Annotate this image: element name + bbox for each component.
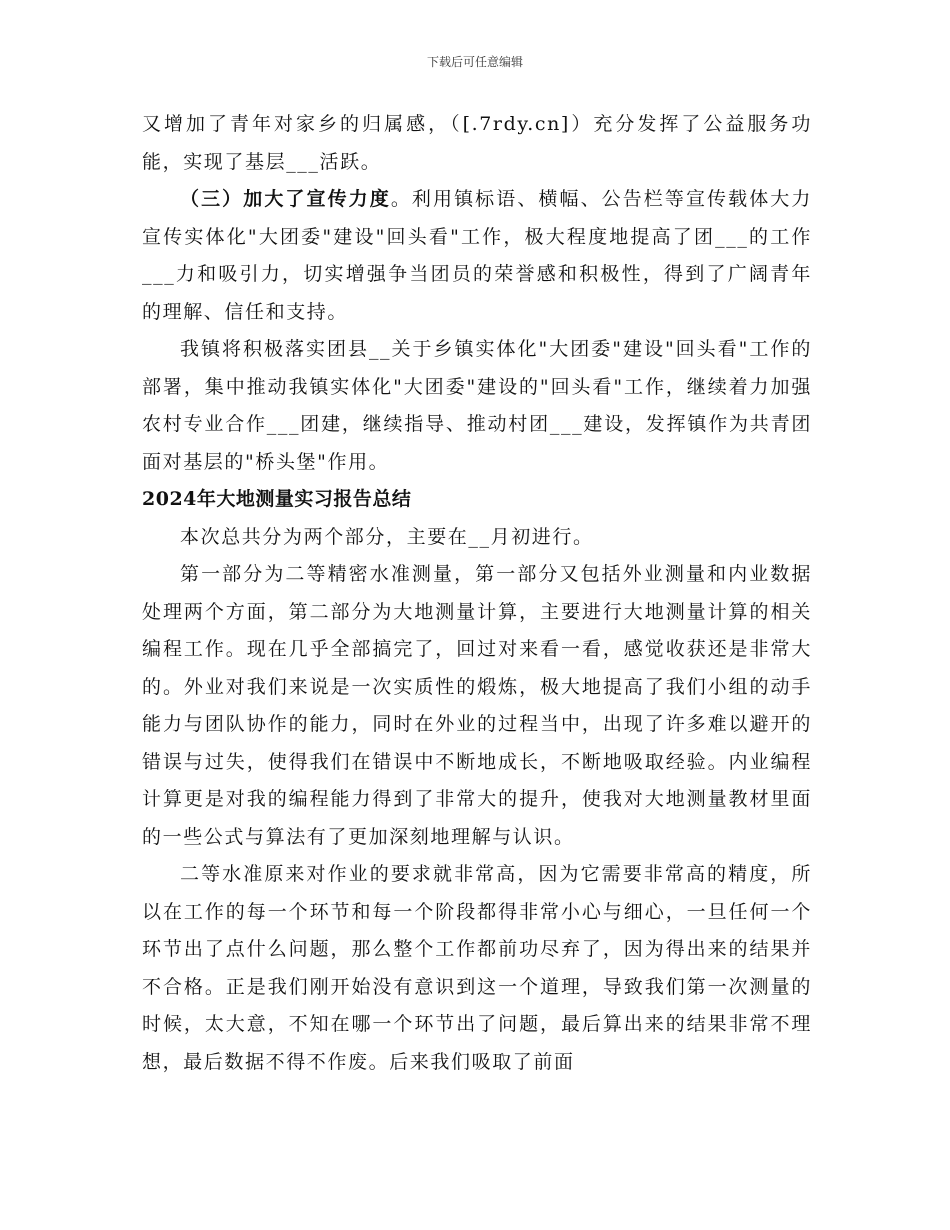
paragraph-publicity	[142, 181, 812, 331]
paragraph-part-one: 第一部分为二等精密水准测量，第一部分又包括外业测量和内业数据处理两个方面，第二部分为大地测量计算，主要进行大地测量计算的相关编程工作。现在几乎全部搞完了，回过对来看一看，感觉收获还是非常大的。外业对我们来说是一次实质性的煅炼，极大地提高了我们小组的动手能力与团队协作的能力，同时在外业的过程当中，出现了许多难以避开的错误与过失，使得我们在错误中不断地成长，不断地吸取经验。内业编程计算更是对我的编程能力得到了非常大的提升，使我对大地测量教材里面的一些公式与算法有了更加深刻地理解与认识。	[142, 563, 812, 848]
document-body	[142, 106, 812, 1081]
paragraph-leveling: 二等水准原来对作业的要求就非常高，因为它需要非常高的精度，所以在工作的每一个环节和每一个阶段都得非常小心与细心，一旦任何一个环节出了点什么问题，那么整个工作都前功尽弃了，因为得出来的结果并不合格。正是我们刚开始没有意识到这一个道理，导致我们第一次测量的时候，太大意，不知在哪一个环节出了问题，最后算出来的结果非常不理想，最后数据不得不作废。后来我们吸取了前面	[142, 863, 812, 1073]
section-title: 2024年大地测量实习报告总结	[142, 488, 412, 510]
paragraph-intro: 本次总共分为两个部分，主要在__月初进行。	[180, 525, 594, 548]
paragraph-plan: 我镇将积极落实团县__关于乡镇实体化"大团委"建设"回头看"工作的部署，集中推动我镇实体化"大团委"建设的"回头看"工作，继续着力加强农村专业合作___团建，继续指导、推动村团___建设，发挥镇作为共青团面对基层的"桥头堡"作用。	[142, 338, 812, 473]
page-header: 下载后可任意编辑	[426, 55, 523, 69]
paragraph-continuation: 又增加了青年对家乡的归属感，（[.7rdy.cn]）充分发挥了公益服务功能，实现了基层___活跃。	[142, 113, 812, 173]
paragraph-heading: （三）加大了宣传力度	[180, 188, 391, 210]
paragraph-text: 。利用镇标语、横幅、公告栏等宣传载体大力宣传实体化"大团委"建设"回头看"工作，极大程度地提高了团___的工作___力和吸引力，切实增强争当团员的荣誉感和积极性，得到了广阔青年的理解、信任和支持。	[142, 188, 812, 323]
